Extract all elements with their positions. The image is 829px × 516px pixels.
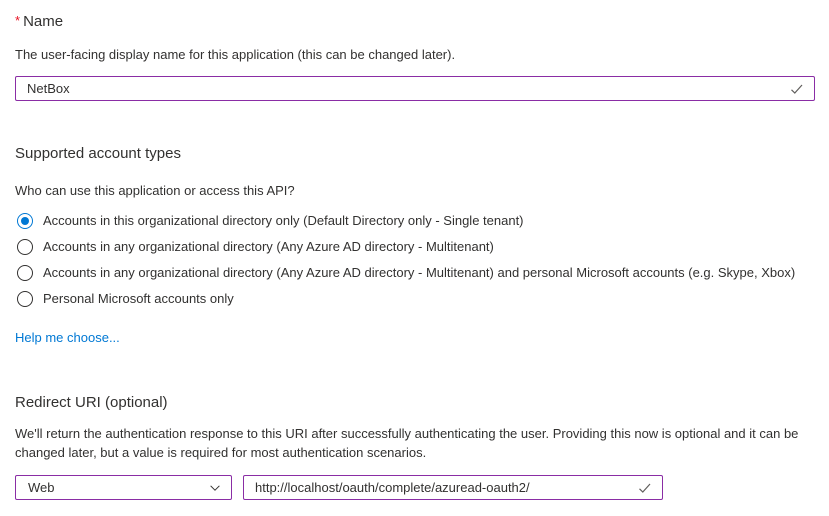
radio-option-label: Personal Microsoft accounts only xyxy=(43,291,234,306)
name-description: The user-facing display name for this application (this can be changed later). xyxy=(15,47,456,62)
name-section-heading xyxy=(15,11,815,32)
supported-account-types-heading: Supported account types xyxy=(15,145,181,162)
name-label: Name xyxy=(23,13,64,30)
radio-option-single-tenant[interactable] xyxy=(15,208,815,234)
radio-button-icon xyxy=(17,213,33,229)
radio-option-label: Accounts in this organizational directory only (Default Directory only - Single tenant) xyxy=(43,213,524,228)
redirect-uri-input[interactable] xyxy=(244,477,637,498)
name-input-container xyxy=(15,76,815,101)
help-me-choose-link[interactable]: Help me choose... xyxy=(15,330,120,345)
check-icon xyxy=(789,81,805,97)
platform-select-value: Web xyxy=(28,480,55,495)
radio-option-multitenant-personal[interactable] xyxy=(15,260,815,286)
radio-button-icon xyxy=(17,239,33,255)
radio-option-multitenant[interactable] xyxy=(15,234,815,260)
redirect-uri-controls xyxy=(15,475,815,500)
radio-button-icon xyxy=(17,291,33,307)
radio-option-label: Accounts in any organizational directory (Any Azure AD directory - Multitenant) xyxy=(43,239,494,254)
radio-option-personal-only[interactable] xyxy=(15,286,815,312)
name-input[interactable] xyxy=(16,78,789,99)
radio-button-icon xyxy=(17,265,33,281)
platform-select[interactable] xyxy=(15,475,232,500)
account-type-radio-group xyxy=(15,208,815,312)
redirect-uri-input-container xyxy=(243,475,663,500)
required-asterisk: * xyxy=(15,13,21,28)
redirect-uri-heading: Redirect URI (optional) xyxy=(15,394,168,411)
account-types-question: Who can use this application or access this API? xyxy=(15,183,295,198)
chevron-down-icon xyxy=(208,481,222,495)
radio-option-label: Accounts in any organizational directory (Any Azure AD directory - Multitenant) and personal Microsoft accounts (e.g. Skype, Xbox) xyxy=(43,265,796,280)
check-icon xyxy=(637,480,653,496)
redirect-uri-description: We'll return the authentication response to this URI after successfully authenticating the user. Providing this now is optional and it can be changed later, but a value is required for most authentication scenarios. xyxy=(15,426,799,460)
